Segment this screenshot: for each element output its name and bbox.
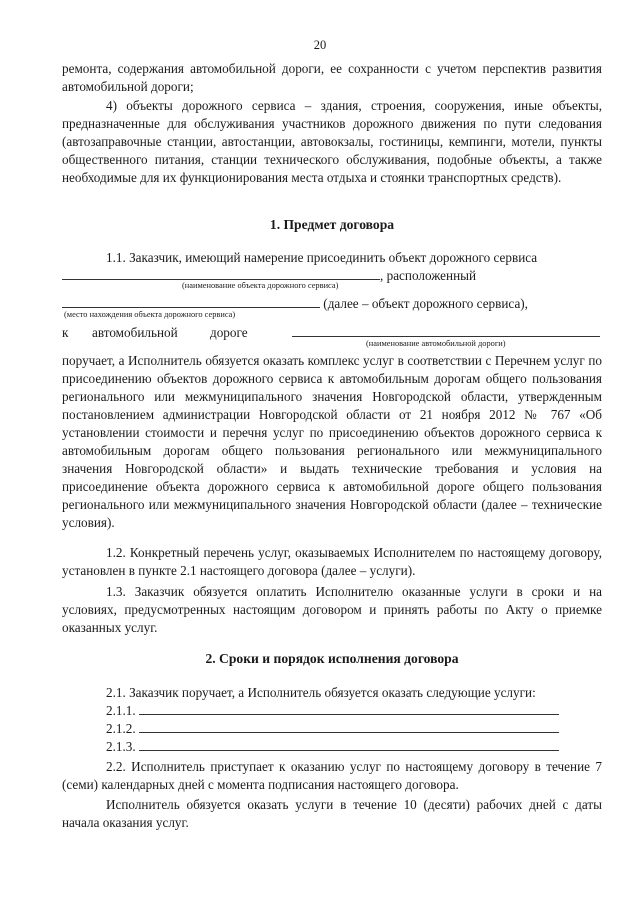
location-blank (62, 295, 320, 308)
road-word-automobile: автомобильной (92, 325, 178, 340)
service-item-3 (106, 738, 640, 756)
service-item-2 (106, 720, 640, 738)
service-item-3-blank (139, 738, 559, 751)
clause-2-3: Исполнитель обязуется оказать услуги в течение 10 (десяти) рабочих дней с даты начала оказания услуг. (62, 797, 602, 830)
caption-object-name: (наименование объекта дорожного сервиса) (182, 281, 339, 290)
to-word: к (62, 325, 69, 340)
page-number: 20 (313, 38, 327, 52)
service-item-3-label: 2.1.3. (106, 739, 136, 754)
hereinafter-object-text: (далее – объект дорожного сервиса), (323, 296, 528, 311)
road-word-road: дороге (210, 325, 248, 340)
intro-continuation: ремонта, содержания автомобильной дороги, ее сохранности с учетом перспектив развития автомобильной дороги; (62, 61, 602, 94)
service-item-1-label: 2.1.1. (106, 703, 136, 718)
caption-location: (место нахождения объекта дорожного сервиса) (64, 310, 236, 319)
located-text: , расположенный (380, 268, 477, 283)
service-item-2-blank (139, 720, 559, 733)
service-item-1 (106, 702, 640, 720)
service-item-2-label: 2.1.2. (106, 721, 136, 736)
section-1-heading: 1. Предмет договора (269, 217, 395, 232)
object-name-blank (62, 267, 380, 280)
clause-2-2: 2.2. Исполнитель приступает к оказанию услуг по настоящему договору в течение 7 (семи) календарных дней с момента подписания настоящего договора. (62, 759, 602, 792)
clause-1-1-body: поручает, а Исполнитель обязуется оказать комплекс услуг в соответствии с Перечнем услуг по присоединению объектов дорожного сервиса к автомобильным дорогам общего пользования регионального или межмуниципального значения Новгородской области, утвержденным постановлением администрации Новгородской области от 21 ноября 2012 № 767 «Об установлении стоимости и перечня услуг по присоединению объектов дорожного сервиса к автомобильным дорогам общего пользования регионального или межмуниципального значения Новгородской области» и выдать технические требования и условия на присоединение объекта дорожного сервиса к автомобильной дороге общего пользования регионального или межмуниципального значения Новгородской области (далее – технические условия). (62, 353, 602, 530)
caption-road: (наименование автомобильной дороги) (366, 339, 506, 348)
definition-item-4: 4) объекты дорожного сервиса – здания, строения, сооружения, иные объекты, предназначенные для обслуживания участников дорожного движения по пути следования (автозаправочные станции, автостанции, автовокзалы, гостиницы, кемпинги, мотели, пункты общественного питания, станции технического обслуживания, подобные объекты, а также необходимые для их функционирования места отдыха и стоянки транспортных средств). (62, 98, 602, 185)
clause-1-2: 1.2. Конкретный перечень услуг, оказываемых Исполнителем по настоящему договору, установлен в пункте 2.1 настоящего договора (далее – услуги). (62, 545, 602, 578)
clause-1-3: 1.3. Заказчик обязуется оплатить Исполнителю оказанные услуги в сроки и на условиях, предусмотренных настоящим договором и принять работы по Акту о приемке оказанных услуг. (62, 584, 602, 635)
clause-2-1: 2.1. Заказчик поручает, а Исполнитель обязуется оказать следующие услуги: (106, 685, 536, 700)
service-item-1-blank (139, 702, 559, 715)
section-2-heading: 2. Сроки и порядок исполнения договора (205, 651, 459, 666)
clause-1-1-start: 1.1. Заказчик, имеющий намерение присоединить объект дорожного сервиса (106, 250, 538, 265)
road-name-blank (292, 324, 600, 337)
